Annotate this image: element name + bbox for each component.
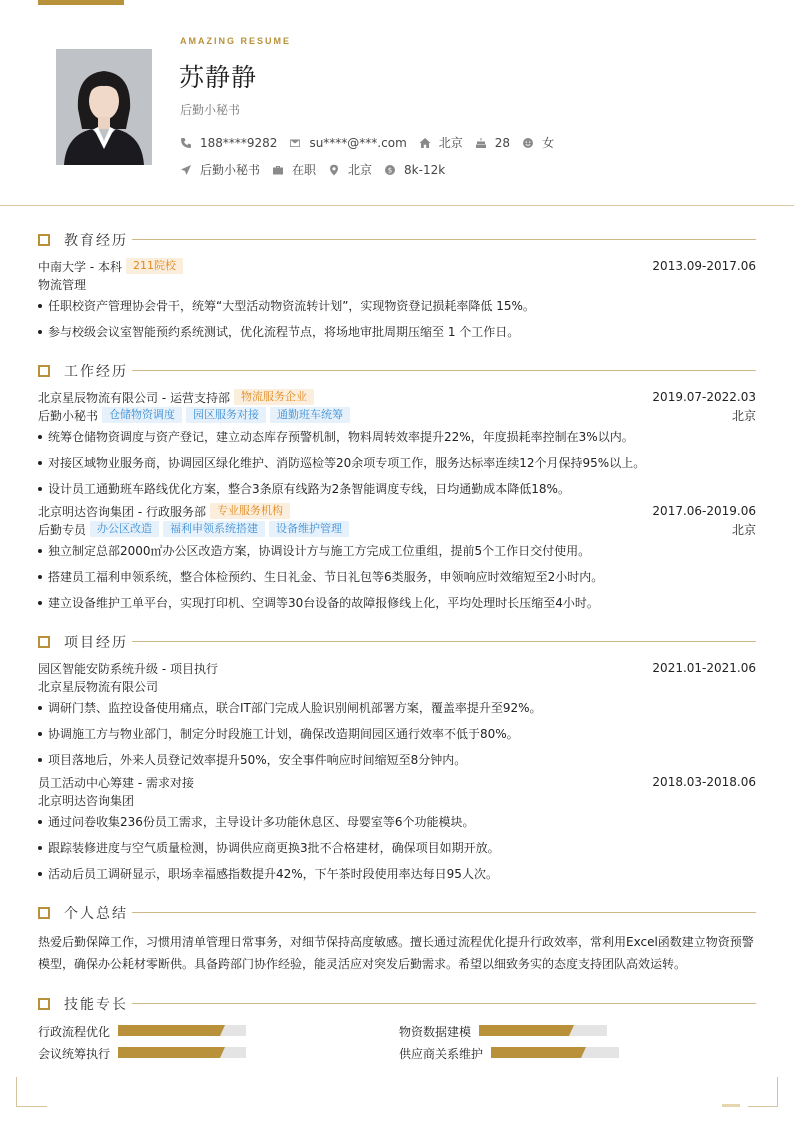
hometown-text: 北京: [438, 136, 463, 150]
section-title: 教育经历: [64, 233, 128, 249]
age-item: [475, 136, 510, 150]
phone-icon: [180, 137, 192, 149]
intent-city-item: [328, 161, 372, 178]
mail-icon: [289, 137, 301, 149]
list-item: 对接区域物业服务商，协调园区绿化维护、消防巡检等20余项专项工作，服务达标率连续12个月保持95%以上。: [38, 454, 756, 471]
work-city: 北京: [731, 522, 756, 537]
briefcase-icon: [272, 164, 284, 176]
section-title: 个人总结: [64, 906, 128, 922]
section-divider: [132, 912, 756, 913]
hometown-item: [419, 134, 463, 151]
skill-bar: [118, 1025, 246, 1036]
skill-name: 物资数据建模: [399, 1025, 472, 1039]
skill-fill: [118, 1047, 220, 1058]
section-marker-icon: [38, 907, 50, 919]
brand-label: AMAZING RESUME: [180, 36, 291, 46]
work-city: 北京: [731, 408, 756, 423]
section-title: 项目经历: [64, 635, 128, 651]
section-divider: [132, 1003, 756, 1004]
skill-fill: [491, 1047, 581, 1058]
salary-icon: [384, 164, 396, 176]
section-projects: [38, 632, 756, 652]
project-title: 园区智能安防系统升级 - 项目执行: [38, 661, 218, 676]
gender-text: 女: [542, 136, 555, 150]
send-icon: [180, 164, 192, 176]
major-name: 物流管理: [38, 277, 87, 292]
section-title: 技能专长: [64, 997, 128, 1013]
skill-fill: [118, 1025, 220, 1036]
company-name: 北京明达咨询集团 - 行政服务部: [38, 504, 206, 519]
education-date: 2013.09-2017.06: [652, 259, 756, 273]
salary-text: 8k-12k: [404, 162, 446, 177]
section-marker-icon: [38, 234, 50, 246]
contact-info-row: [180, 134, 566, 151]
list-item: 参与校级会议室智能预约系统测试，优化流程节点，将场地审批周期压缩至 1 个工作日。: [38, 323, 756, 340]
job-title: 后勤小秘书: [180, 103, 241, 117]
skill-bar: [491, 1047, 619, 1058]
gender-icon: [522, 137, 534, 149]
section-title: 工作经历: [64, 364, 128, 380]
company-tag: 物流服务企业: [234, 389, 314, 405]
list-item: 跟踪装修进度与空气质量检测，协调供应商更换3批不合格建材，确保项目如期开放。: [38, 839, 756, 856]
role-tag: 办公区改造: [90, 521, 159, 537]
skill-name: 供应商关系维护: [399, 1047, 484, 1061]
status-text: 在职: [292, 163, 317, 177]
role-tag: 园区服务对接: [186, 407, 266, 423]
list-item: 搭建员工福利申领系统，整合体检预约、生日礼金、节日礼包等6类服务，申领响应时效缩短至2小时内。: [38, 568, 756, 585]
project-header-row: [38, 773, 756, 791]
role-tag: 设备维护管理: [269, 521, 349, 537]
role-tag: 通勤班车统筹: [270, 407, 350, 423]
skill-bar: [479, 1025, 607, 1036]
major-row: [38, 275, 756, 293]
job-intent-row: [180, 161, 457, 178]
email-item: [289, 136, 406, 150]
section-divider: [132, 370, 756, 371]
project-org-row: [38, 791, 756, 809]
project-date: 2021.01-2021.06: [652, 661, 756, 675]
phone-text: 188****9282: [200, 135, 278, 150]
intent-city-text: 北京: [348, 163, 373, 177]
list-item: 协调施工方与物业部门，制定分时段施工计划，确保改造期间园区通行效率不低于80%。: [38, 725, 756, 742]
list-item: 调研门禁、监控设备使用痛点，联合IT部门完成人脸识别闸机部署方案，覆盖率提升至92%。: [38, 699, 756, 716]
email-text: su****@***.com: [309, 135, 407, 150]
project-title: 员工活动中心筹建 - 需求对接: [38, 775, 194, 790]
skill-name: 行政流程优化: [38, 1025, 111, 1039]
svg-text:$: $: [387, 166, 393, 175]
role-tag: 仓储物资调度: [102, 407, 182, 423]
salary-item: [384, 163, 445, 177]
cake-icon: [475, 137, 487, 149]
gender-item: [522, 134, 554, 151]
skill-name: 会议统筹执行: [38, 1047, 111, 1061]
footer-decoration: [722, 1104, 740, 1107]
project-org: 北京明达咨询集团: [38, 793, 135, 808]
section-marker-icon: [38, 998, 50, 1010]
company-tag: 专业服务机构: [210, 503, 290, 519]
section-divider: [132, 239, 756, 240]
section-marker-icon: [38, 365, 50, 377]
corner-decoration: [16, 1077, 47, 1107]
skill-fill: [479, 1025, 569, 1036]
work-role-row: [38, 520, 756, 538]
section-marker-icon: [38, 636, 50, 648]
profile-photo: [56, 49, 152, 165]
skill-bar: [118, 1047, 246, 1058]
list-item: 通过问卷收集236份员工需求，主导设计多功能休息区、母婴室等6个功能模块。: [38, 813, 756, 830]
role-name: 后勤专员: [38, 522, 87, 537]
list-item: 建立设备维护工单平台，实现打印机、空调等30台设备的故障报修线上化，平均处理时长压缩至4小时。: [38, 594, 756, 611]
work-date: 2017.06-2019.06: [652, 504, 756, 518]
section-divider: [132, 641, 756, 642]
section-work: [38, 361, 756, 381]
work-header-row: [38, 502, 756, 520]
company-name: 北京星辰物流有限公司 - 运营支持部: [38, 390, 230, 405]
list-item: 任职校资产管理协会骨干，统筹“大型活动物资流转计划”，实现物资登记损耗率降低 15%。: [38, 297, 756, 314]
list-item: 活动后员工调研显示，职场幸福感指数提升42%，下午茶时段使用率达每日95人次。: [38, 865, 756, 882]
intent-position-item: [180, 161, 260, 178]
intent-position-text: 后勤小秘书: [200, 163, 261, 177]
school-tag: 211院校: [126, 258, 183, 274]
phone-item: [180, 136, 277, 150]
project-date: 2018.03-2018.06: [652, 775, 756, 789]
list-item: 独立制定总部2000㎡办公区改造方案，协调设计方与施工方完成工位重组，提前5个工作日交付使用。: [38, 542, 756, 559]
list-item: 设计员工通勤班车路线优化方案，整合3条原有线路为2条智能调度专线，日均通勤成本降低18%。: [38, 480, 756, 497]
age-text: 28: [494, 135, 511, 150]
education-header-row: [38, 257, 756, 275]
summary-text: 热爱后勤保障工作，习惯用清单管理日常事务，对细节保持高度敏感。擅长通过流程优化提升行政效率，常利用Excel函数建立物资预警模型，确保办公耗材零断供。具备跨部门协作经验，能灵活应对突发后勤需求。希望以细致务实的态度支持团队高效运转。: [38, 935, 754, 971]
section-summary: [38, 903, 756, 923]
corner-decoration: [748, 1077, 778, 1107]
work-role-row: [38, 406, 756, 424]
status-item: [272, 161, 316, 178]
section-education: [38, 230, 756, 250]
candidate-name: 苏静静: [179, 63, 258, 92]
project-org-row: [38, 677, 756, 695]
resume-header: [0, 0, 794, 206]
home-icon: [419, 137, 431, 149]
work-header-row: [38, 388, 756, 406]
work-date: 2019.07-2022.03: [652, 390, 756, 404]
list-item: 统筹仓储物资调度与资产登记，建立动态库存预警机制，物料周转效率提升22%，年度损耗率控制在3%以内。: [38, 428, 756, 445]
school-name: 中南大学 - 本科: [38, 259, 122, 274]
role-tag: 福利申领系统搭建: [163, 521, 265, 537]
location-icon: [328, 164, 340, 176]
section-skills: [38, 994, 756, 1014]
role-name: 后勤小秘书: [38, 408, 99, 423]
project-org: 北京星辰物流有限公司: [38, 679, 159, 694]
project-header-row: [38, 659, 756, 677]
list-item: 项目落地后，外来人员登记效率提升50%，安全事件响应时间缩短至8分钟内。: [38, 751, 756, 768]
